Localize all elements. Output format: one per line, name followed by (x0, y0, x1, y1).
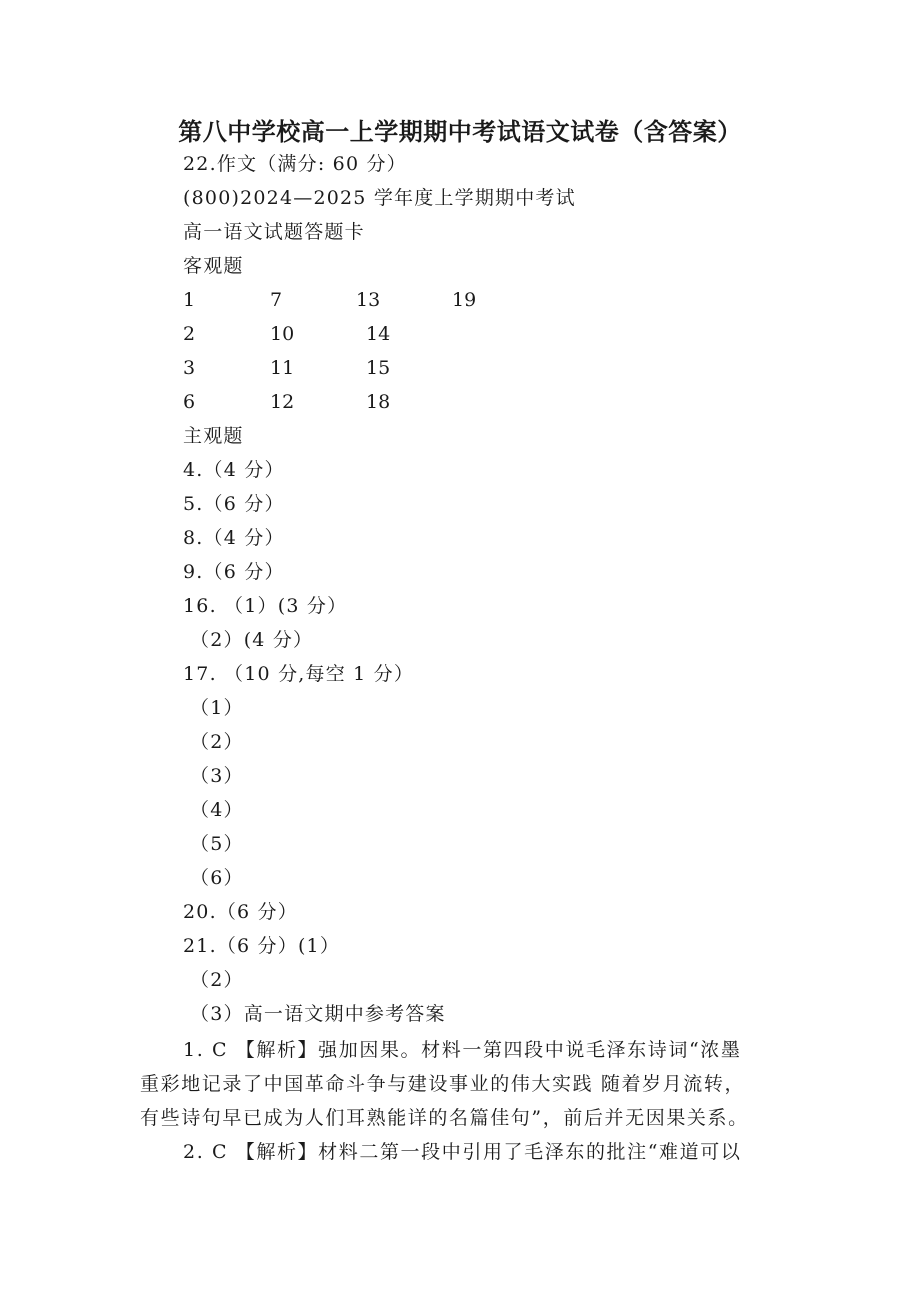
subjective-section-label: 主观题 (183, 425, 244, 447)
question-9: 9.（6 分） (183, 561, 285, 583)
question-21-part-3: （3）高一语文期中参考答案 (190, 1003, 446, 1025)
essay-question: 22.作文（满分: 60 分） (183, 153, 407, 175)
page-title: 第八中学校高一上学期期中考试语文试卷（含答案） (178, 118, 742, 146)
question-21-part-2: （2） (190, 969, 244, 991)
grid-cell: 3 (183, 357, 196, 379)
grid-cell: 2 (183, 323, 196, 345)
grid-cell: 14 (366, 323, 391, 345)
answer-line: 有些诗句早已成为人们耳熟能详的名篇佳句”，前后并无因果关系。 (140, 1107, 749, 1129)
question-16-part-1: 16. （1）(3 分） (183, 595, 348, 617)
question-8: 8.（4 分） (183, 527, 285, 549)
grid-cell: 12 (270, 391, 295, 413)
grid-cell: 11 (270, 357, 295, 379)
grid-cell: 10 (270, 323, 295, 345)
grid-cell: 1 (183, 289, 196, 311)
grid-cell: 15 (366, 357, 391, 379)
question-17-blank: （6） (190, 867, 244, 889)
question-17-blank: （1） (190, 697, 244, 719)
question-4: 4.（4 分） (183, 459, 285, 481)
grid-cell: 18 (366, 391, 391, 413)
answer-line: 重彩地记录了中国革命斗争与建设事业的伟大实践 随着岁月流转， (140, 1073, 746, 1095)
question-16-part-2: （2）(4 分） (190, 629, 314, 651)
question-17-blank: （2） (190, 731, 244, 753)
grid-cell: 7 (270, 289, 283, 311)
answer-line: 2. C 【解析】材料二第一段中引用了毛泽东的批注“难道可以 (183, 1141, 742, 1163)
grid-cell: 6 (183, 391, 196, 413)
exam-header: (800)2024—2025 学年度上学期期中考试 (183, 187, 576, 209)
question-20: 20.（6 分） (183, 901, 298, 923)
grid-cell: 13 (356, 289, 381, 311)
answer-card-title: 高一语文试题答题卡 (183, 221, 365, 243)
question-17-blank: （4） (190, 799, 244, 821)
grid-cell: 19 (452, 289, 477, 311)
answer-line: 1. C 【解析】强加因果。材料一第四段中说毛泽东诗词“浓墨 (183, 1039, 742, 1061)
question-17-blank: （5） (190, 833, 244, 855)
question-21-part-1: 21.（6 分）(1） (183, 935, 341, 957)
objective-section-label: 客观题 (183, 255, 244, 277)
question-5: 5.（6 分） (183, 493, 285, 515)
question-17-blank: （3） (190, 765, 244, 787)
question-17: 17. （10 分,每空 1 分） (183, 663, 415, 685)
